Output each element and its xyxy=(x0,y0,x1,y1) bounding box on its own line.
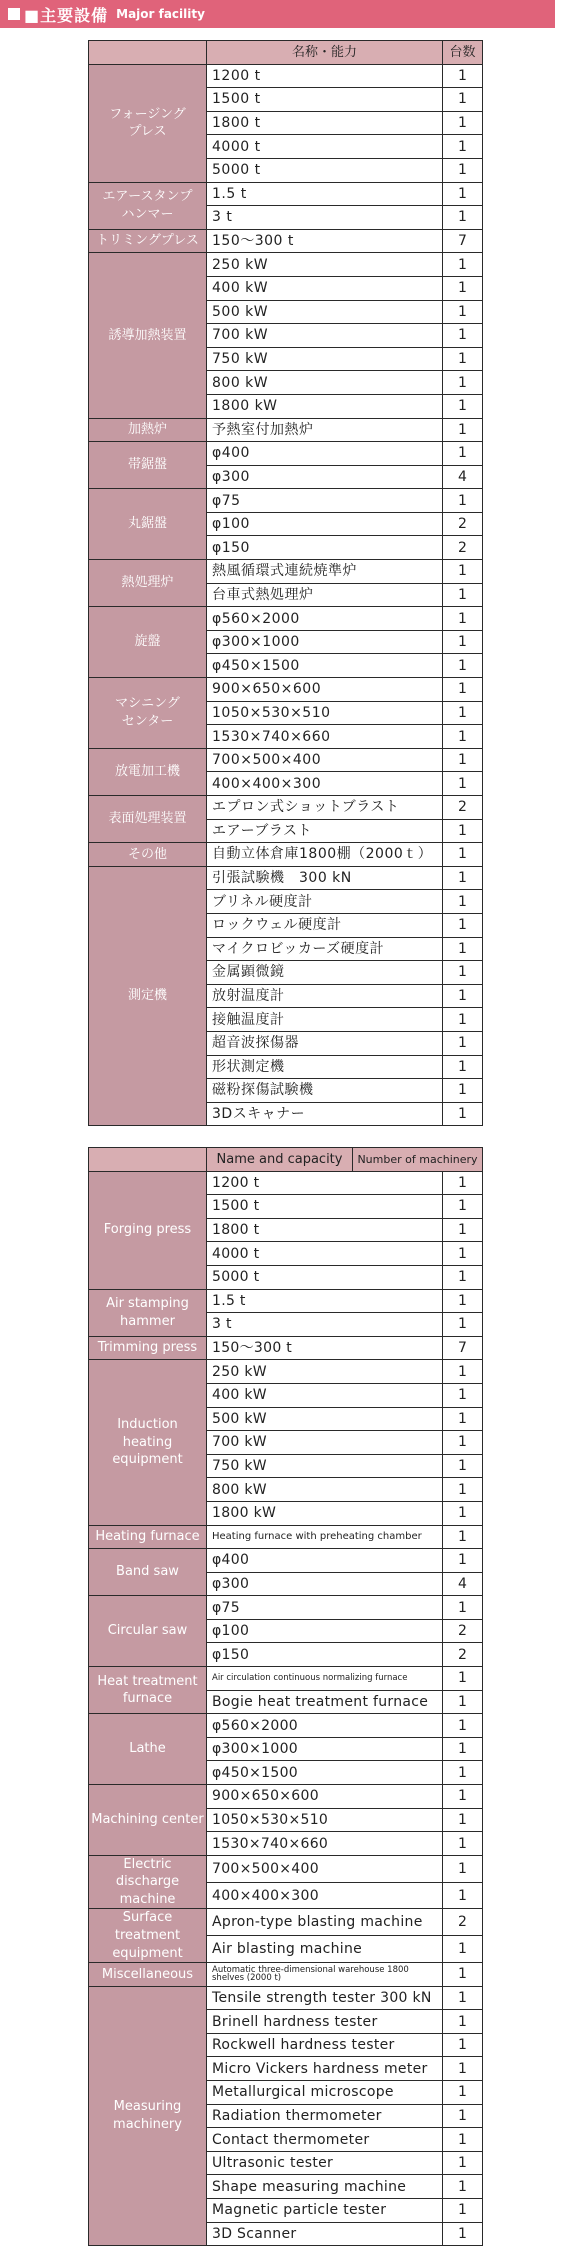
count-cell: 1 xyxy=(443,206,483,230)
count-cell: 1 xyxy=(443,701,483,725)
item-cell: 1.5 t xyxy=(207,182,443,206)
table-row xyxy=(89,442,483,466)
item-cell: 接触温度計 xyxy=(207,1008,443,1032)
square-bullet-icon xyxy=(8,8,20,20)
category-cell: 丸鋸盤 xyxy=(89,489,207,560)
item-cell: 250 kW xyxy=(207,1360,443,1384)
category-cell: Forging press xyxy=(89,1171,207,1289)
count-cell: 1 xyxy=(443,2081,483,2105)
category-cell: Miscellaneous xyxy=(89,1963,207,1987)
table-row xyxy=(89,489,483,513)
count-cell: 1 xyxy=(443,1714,483,1738)
item-cell: 150～300 t xyxy=(207,1336,443,1360)
item-cell: 形状測定機 xyxy=(207,1055,443,1079)
item-cell: 800 kW xyxy=(207,371,443,395)
count-header: 台数 xyxy=(443,41,483,65)
item-cell: 金属顕微鏡 xyxy=(207,961,443,985)
item-cell: φ560×2000 xyxy=(207,607,443,631)
item-cell: 1200 t xyxy=(207,1171,443,1195)
item-cell: Air blasting machine xyxy=(207,1936,443,1963)
item-cell: φ400 xyxy=(207,442,443,466)
category-cell: トリミングプレス xyxy=(89,229,207,253)
category-cell: Electric discharge machine xyxy=(89,1855,207,1909)
count-cell: 1 xyxy=(443,2175,483,2199)
item-cell: φ450×1500 xyxy=(207,1761,443,1785)
section-title-jp: ■主要設備 xyxy=(24,5,109,25)
category-cell: Surface treatment equipment xyxy=(89,1909,207,1963)
category-cell: 旋盤 xyxy=(89,607,207,678)
count-cell: 1 xyxy=(443,560,483,584)
count-cell: 1 xyxy=(443,1265,483,1289)
count-cell: 1 xyxy=(443,937,483,961)
category-cell: その他 xyxy=(89,843,207,867)
count-cell: 2 xyxy=(443,1643,483,1667)
count-cell: 1 xyxy=(443,1454,483,1478)
table-row xyxy=(89,1855,483,1882)
count-cell: 1 xyxy=(443,654,483,678)
name-capacity-header: Name and capacity xyxy=(207,1148,353,1172)
count-cell: 1 xyxy=(443,1737,483,1761)
item-cell: 予熱室付加熱炉 xyxy=(207,418,443,442)
item-cell: φ300 xyxy=(207,1572,443,1596)
item-cell: Brinell hardness tester xyxy=(207,2010,443,2034)
item-cell: ブリネル硬度計 xyxy=(207,890,443,914)
category-cell: 熱処理炉 xyxy=(89,560,207,607)
item-cell: 1050×530×510 xyxy=(207,701,443,725)
facility-table-en xyxy=(88,1147,483,2246)
item-cell: 500 kW xyxy=(207,1407,443,1431)
item-cell: 1.5 t xyxy=(207,1289,443,1313)
count-cell: 4 xyxy=(443,465,483,489)
table-row xyxy=(89,229,483,253)
category-cell: 表面処理装置 xyxy=(89,796,207,843)
item-cell: φ150 xyxy=(207,1643,443,1667)
count-cell: 1 xyxy=(443,64,483,88)
count-cell: 1 xyxy=(443,182,483,206)
category-cell: 測定機 xyxy=(89,866,207,1126)
item-cell: 熱風循環式連続焼準炉 xyxy=(207,560,443,584)
count-cell: 4 xyxy=(443,1572,483,1596)
count-cell: 1 xyxy=(443,276,483,300)
item-cell: エプロン式ショットブラスト xyxy=(207,796,443,820)
count-cell: 1 xyxy=(443,1808,483,1832)
item-cell: 900×650×600 xyxy=(207,1785,443,1809)
table-header-row xyxy=(89,1148,483,1172)
item-cell: マイクロビッカーズ硬度計 xyxy=(207,937,443,961)
count-cell: 1 xyxy=(443,1986,483,2010)
item-cell: 900×650×600 xyxy=(207,678,443,702)
count-cell: 1 xyxy=(443,158,483,182)
count-cell: 1 xyxy=(443,418,483,442)
item-cell: 400×400×300 xyxy=(207,1882,443,1909)
table-row xyxy=(89,64,483,88)
count-cell: 1 xyxy=(443,2010,483,2034)
section-title-en: Major facility xyxy=(116,7,205,21)
count-cell: 1 xyxy=(443,1431,483,1455)
table-row xyxy=(89,1549,483,1573)
category-cell: エアースタンプ ハンマー xyxy=(89,182,207,229)
facility-table-jp xyxy=(88,40,483,1126)
count-cell: 1 xyxy=(443,253,483,277)
count-cell: 1 xyxy=(443,1195,483,1219)
item-cell: 引張試験機 300 kN xyxy=(207,866,443,890)
count-cell: 1 xyxy=(443,748,483,772)
item-cell: 台車式熱処理炉 xyxy=(207,583,443,607)
count-cell: 1 xyxy=(443,2199,483,2223)
item-cell: φ300 xyxy=(207,465,443,489)
category-cell: Trimming press xyxy=(89,1336,207,1360)
item-cell: 400 kW xyxy=(207,1383,443,1407)
count-cell: 1 xyxy=(443,725,483,749)
item-cell: 3 t xyxy=(207,1313,443,1337)
count-cell: 1 xyxy=(443,843,483,867)
table-row xyxy=(89,796,483,820)
item-cell: φ100 xyxy=(207,1619,443,1643)
table-row xyxy=(89,1596,483,1620)
count-cell: 1 xyxy=(443,583,483,607)
count-cell: 1 xyxy=(443,1008,483,1032)
item-cell: Apron-type blasting machine xyxy=(207,1909,443,1936)
count-cell: 1 xyxy=(443,1963,483,1987)
item-cell: Ultrasonic tester xyxy=(207,2151,443,2175)
item-cell: Shape measuring machine xyxy=(207,2175,443,2199)
count-cell: 1 xyxy=(443,678,483,702)
category-cell: Air stamping hammer xyxy=(89,1289,207,1336)
category-cell: Heating furnace xyxy=(89,1525,207,1549)
item-cell: 1800 kW xyxy=(207,1501,443,1525)
count-cell: 1 xyxy=(443,371,483,395)
name-capacity-header: 名称・能力 xyxy=(207,41,443,65)
count-cell: 1 xyxy=(443,88,483,112)
count-cell: 1 xyxy=(443,1936,483,1963)
table-row xyxy=(89,1171,483,1195)
count-cell: 1 xyxy=(443,1031,483,1055)
table-row xyxy=(89,1909,483,1936)
table-row xyxy=(89,182,483,206)
item-cell: Automatic three-dimensional warehouse 1800 shelves (2000 t) xyxy=(207,1963,443,1987)
item-cell: φ75 xyxy=(207,1596,443,1620)
table-header-row xyxy=(89,41,483,65)
count-cell: 1 xyxy=(443,135,483,159)
item-cell: 1800 t xyxy=(207,111,443,135)
count-cell: 1 xyxy=(443,300,483,324)
count-cell: 1 xyxy=(443,819,483,843)
item-cell: 5000 t xyxy=(207,1265,443,1289)
category-cell: フォージング プレス xyxy=(89,64,207,182)
category-cell: Induction heating equipment xyxy=(89,1360,207,1525)
count-cell: 1 xyxy=(443,1525,483,1549)
count-header: Number of machinery xyxy=(353,1148,483,1172)
table-row xyxy=(89,1785,483,1809)
count-cell: 1 xyxy=(443,961,483,985)
count-cell: 2 xyxy=(443,512,483,536)
item-cell: 超音波探傷器 xyxy=(207,1031,443,1055)
item-cell: 250 kW xyxy=(207,253,443,277)
count-cell: 1 xyxy=(443,442,483,466)
count-cell: 1 xyxy=(443,1102,483,1126)
count-cell: 1 xyxy=(443,111,483,135)
item-cell: エアーブラスト xyxy=(207,819,443,843)
item-cell: 400 kW xyxy=(207,276,443,300)
count-cell: 1 xyxy=(443,1171,483,1195)
item-cell: Rockwell hardness tester xyxy=(207,2033,443,2057)
item-cell: 1800 t xyxy=(207,1218,443,1242)
category-cell: Measuring machinery xyxy=(89,1986,207,2246)
table-row xyxy=(89,1667,483,1691)
item-cell: φ75 xyxy=(207,489,443,513)
count-cell: 1 xyxy=(443,1289,483,1313)
count-cell: 1 xyxy=(443,1055,483,1079)
category-cell: 放電加工機 xyxy=(89,748,207,795)
count-cell: 2 xyxy=(443,1909,483,1936)
item-cell: 磁粉探傷試験機 xyxy=(207,1079,443,1103)
count-cell: 1 xyxy=(443,2033,483,2057)
count-cell: 1 xyxy=(443,1761,483,1785)
table-row xyxy=(89,1525,483,1549)
item-cell: ロックウェル硬度計 xyxy=(207,913,443,937)
item-cell: 400×400×300 xyxy=(207,772,443,796)
count-cell: 1 xyxy=(443,630,483,654)
count-cell: 1 xyxy=(443,890,483,914)
table-row xyxy=(89,1986,483,2010)
count-cell: 1 xyxy=(443,984,483,1008)
table-row xyxy=(89,678,483,702)
item-cell: Air circulation continuous normalizing furnace xyxy=(207,1667,443,1691)
count-cell: 2 xyxy=(443,1619,483,1643)
item-cell: Metallurgical microscope xyxy=(207,2081,443,2105)
empty-header-cell xyxy=(89,41,207,65)
item-cell: Micro Vickers hardness meter xyxy=(207,2057,443,2081)
count-cell: 2 xyxy=(443,536,483,560)
count-cell: 1 xyxy=(443,1242,483,1266)
count-cell: 2 xyxy=(443,796,483,820)
item-cell: 800 kW xyxy=(207,1478,443,1502)
item-cell: 1050×530×510 xyxy=(207,1808,443,1832)
count-cell: 1 xyxy=(443,1407,483,1431)
item-cell: 3D Scanner xyxy=(207,2222,443,2246)
item-cell: 700×500×400 xyxy=(207,1855,443,1882)
count-cell: 1 xyxy=(443,2104,483,2128)
count-cell: 7 xyxy=(443,1336,483,1360)
count-cell: 1 xyxy=(443,347,483,371)
item-cell: 4000 t xyxy=(207,135,443,159)
item-cell: φ560×2000 xyxy=(207,1714,443,1738)
empty-header-cell xyxy=(89,1148,207,1172)
count-cell: 1 xyxy=(443,1478,483,1502)
count-cell: 1 xyxy=(443,1785,483,1809)
item-cell: 750 kW xyxy=(207,347,443,371)
item-cell: Contact thermometer xyxy=(207,2128,443,2152)
table-row xyxy=(89,418,483,442)
table-row xyxy=(89,1336,483,1360)
item-cell: Bogie heat treatment furnace xyxy=(207,1690,443,1714)
count-cell: 1 xyxy=(443,772,483,796)
item-cell: 700×500×400 xyxy=(207,748,443,772)
category-cell: Circular saw xyxy=(89,1596,207,1667)
item-cell: φ300×1000 xyxy=(207,630,443,654)
item-cell: Heating furnace with preheating chamber xyxy=(207,1525,443,1549)
item-cell: 5000 t xyxy=(207,158,443,182)
category-cell: マシニング センター xyxy=(89,678,207,749)
count-cell: 1 xyxy=(443,1360,483,1384)
item-cell: 1500 t xyxy=(207,1195,443,1219)
count-cell: 1 xyxy=(443,607,483,631)
table-row xyxy=(89,748,483,772)
item-cell: 700 kW xyxy=(207,324,443,348)
category-cell: Heat treatment furnace xyxy=(89,1667,207,1714)
category-cell: Machining center xyxy=(89,1785,207,1856)
item-cell: 4000 t xyxy=(207,1242,443,1266)
count-cell: 1 xyxy=(443,324,483,348)
category-cell: 加熱炉 xyxy=(89,418,207,442)
item-cell: 3 t xyxy=(207,206,443,230)
item-cell: 1530×740×660 xyxy=(207,725,443,749)
table-row xyxy=(89,1714,483,1738)
count-cell: 1 xyxy=(443,1218,483,1242)
item-cell: 自動立体倉庫1800棚（2000ｔ） xyxy=(207,843,443,867)
table-row xyxy=(89,560,483,584)
count-cell: 1 xyxy=(443,1667,483,1691)
section-header-banner xyxy=(0,0,555,28)
count-cell: 1 xyxy=(443,2057,483,2081)
count-cell: 1 xyxy=(443,1549,483,1573)
count-cell: 7 xyxy=(443,229,483,253)
count-cell: 1 xyxy=(443,2222,483,2246)
item-cell: 150～300 t xyxy=(207,229,443,253)
item-cell: 1530×740×660 xyxy=(207,1832,443,1856)
count-cell: 1 xyxy=(443,489,483,513)
count-cell: 1 xyxy=(443,394,483,418)
category-cell: 誘導加熱装置 xyxy=(89,253,207,418)
count-cell: 1 xyxy=(443,1690,483,1714)
count-cell: 1 xyxy=(443,1079,483,1103)
table-row xyxy=(89,1289,483,1313)
table-row xyxy=(89,843,483,867)
item-cell: Radiation thermometer xyxy=(207,2104,443,2128)
count-cell: 1 xyxy=(443,913,483,937)
item-cell: φ450×1500 xyxy=(207,654,443,678)
item-cell: 1200 t xyxy=(207,64,443,88)
count-cell: 1 xyxy=(443,1855,483,1882)
table-row xyxy=(89,253,483,277)
count-cell: 1 xyxy=(443,1596,483,1620)
table-row xyxy=(89,607,483,631)
table-row xyxy=(89,1360,483,1384)
item-cell: 放射温度計 xyxy=(207,984,443,1008)
item-cell: φ300×1000 xyxy=(207,1737,443,1761)
count-cell: 1 xyxy=(443,2151,483,2175)
count-cell: 1 xyxy=(443,1313,483,1337)
item-cell: φ150 xyxy=(207,536,443,560)
item-cell: φ400 xyxy=(207,1549,443,1573)
count-cell: 1 xyxy=(443,1882,483,1909)
item-cell: 750 kW xyxy=(207,1454,443,1478)
count-cell: 1 xyxy=(443,1832,483,1856)
item-cell: 1800 kW xyxy=(207,394,443,418)
table-row xyxy=(89,866,483,890)
category-cell: Lathe xyxy=(89,1714,207,1785)
category-cell: Band saw xyxy=(89,1549,207,1596)
item-cell: 1500 t xyxy=(207,88,443,112)
table-row xyxy=(89,1963,483,1987)
count-cell: 1 xyxy=(443,866,483,890)
item-cell: Magnetic particle tester xyxy=(207,2199,443,2223)
item-cell: 500 kW xyxy=(207,300,443,324)
count-cell: 1 xyxy=(443,1501,483,1525)
item-cell: 700 kW xyxy=(207,1431,443,1455)
item-cell: Tensile strength tester 300 kN xyxy=(207,1986,443,2010)
item-cell: 3Dスキャナー xyxy=(207,1102,443,1126)
count-cell: 1 xyxy=(443,1383,483,1407)
count-cell: 1 xyxy=(443,2128,483,2152)
item-cell: φ100 xyxy=(207,512,443,536)
category-cell: 帯鋸盤 xyxy=(89,442,207,489)
